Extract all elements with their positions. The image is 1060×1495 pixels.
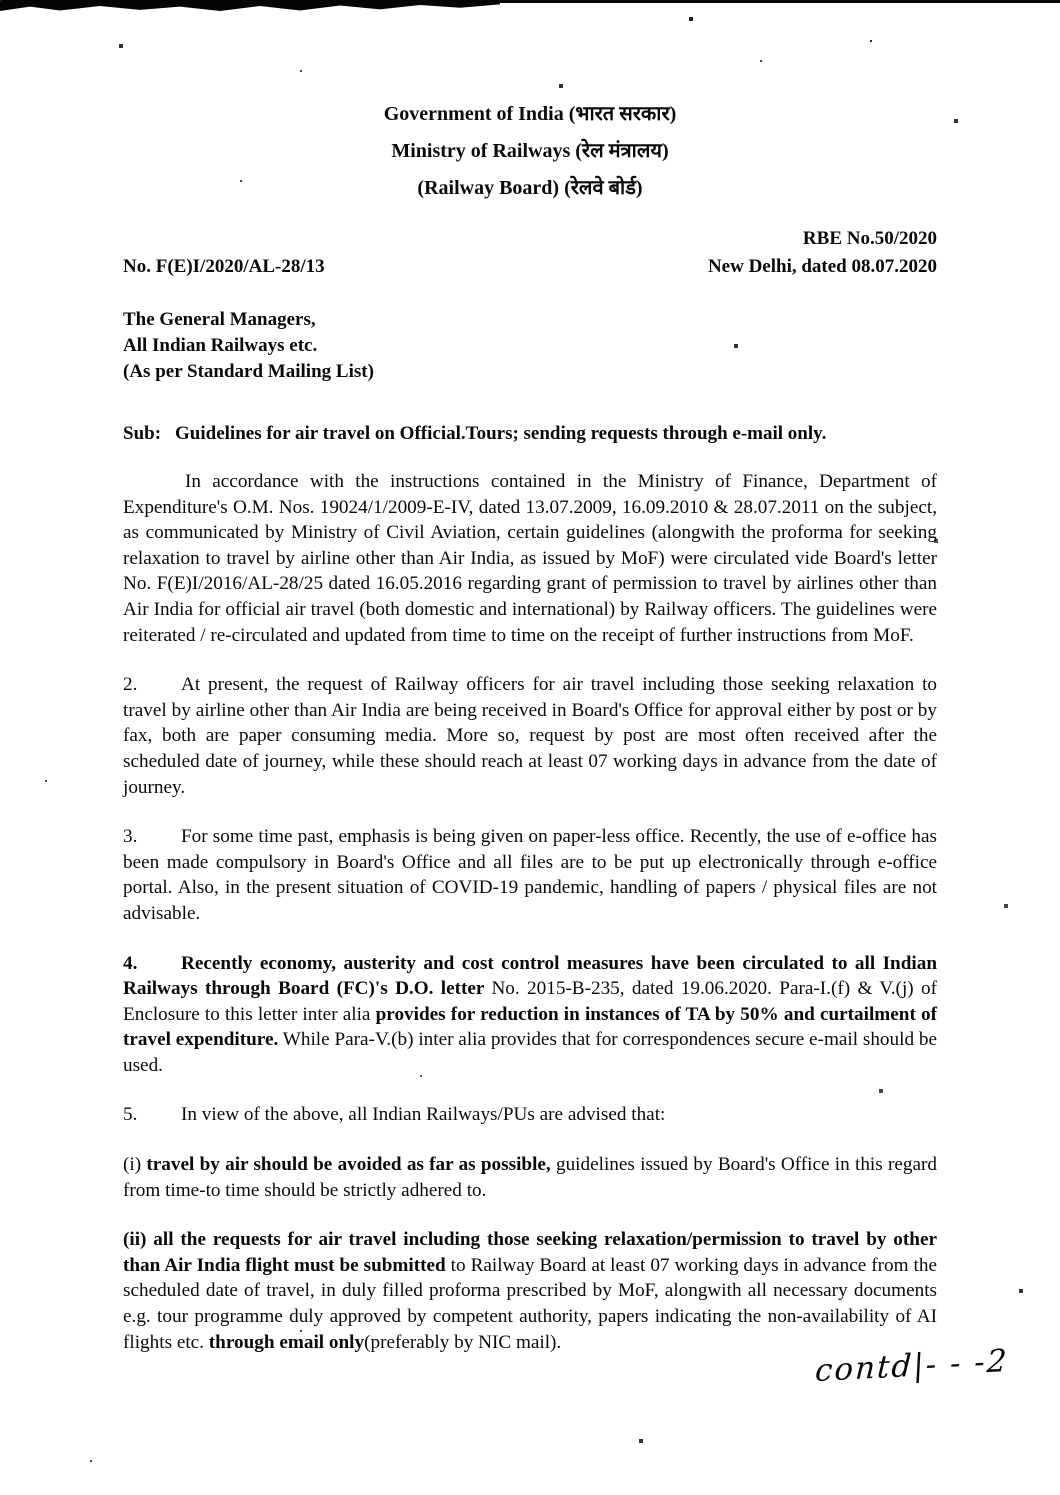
subject-label: Sub: <box>123 423 162 444</box>
item-ii-bold-1: (ii) all the requests for air travel including those seeking relaxation/permission to travel by other than Air India flight must be submitted <box>123 1229 937 1276</box>
reference-block <box>123 225 937 281</box>
paragraph-1-text: In accordance with the instructions contained in the Ministry of Finance, Department of Expenditure's O.M. Nos. 19024/1/2009-E-IV, dated 13.07.2009, 16.09.2010 & 28.07.2011 on the subject, as communicated by Ministry of Civil Aviation, certain guidelines (alongwith the proforma for seeking relaxation to travel by airline other than Air India, as issued by MoF) were circulated vide Board's letter No. F(E)I/2016/AL-28/25 dated 16.05.2016 regarding grant of permission to travel by airlines other than Air India for official air travel (both domestic and international) by Railway officers. The guidelines were reiterated / re-circulated and updated from time to time on the receipt of further instructions from MoF. <box>123 471 937 646</box>
paragraph-2 <box>123 672 937 800</box>
paragraph-1 <box>123 469 937 648</box>
letterhead-line-railway-board: (Railway Board) (रेलवे बोर्ड) <box>417 177 643 199</box>
paragraph-5 <box>123 1102 937 1128</box>
item-i-text: guidelines issued by Board's Office in this regard from time-to time should be strictly adhered to. <box>123 1154 937 1201</box>
subject-line <box>123 423 937 445</box>
paragraph-4 <box>123 951 937 1079</box>
addressee-line-3: (As per Standard Mailing List) <box>123 361 374 382</box>
subject-text: Guidelines for air travel on Official.Tours; sending requests through e-mail only. <box>175 423 827 444</box>
paragraph-4-bold-1: Recently economy, austerity and cost control measures have been circulated to all Indian Railways through Board (FC)'s D.O. letter <box>123 952 937 1000</box>
scan-artifact-band <box>0 0 500 11</box>
paragraph-4-bold-2: provides for reduction in instances of TA by 50% and curtailment of travel expenditure. <box>123 1003 938 1051</box>
item-ii-text-2: (preferably by NIC mail). <box>364 1331 562 1353</box>
letterhead-line-ministry: Ministry of Railways (रेल मंत्रालय) <box>391 140 669 162</box>
file-number: No. F(E)I/2020/AL-28/13 <box>123 256 325 277</box>
addressee-line-1: The General Managers, <box>123 309 316 330</box>
paragraph-2-text: At present, the request of Railway officers for air travel including those seeking relaxation to travel by airline other than Air India are being received in Board's Office for approval either by post or by fax, both are paper consuming media. More so, request by post are most often received after the scheduled date of journey, while these should reach at least 07 working days in advance from the date of journey. <box>123 674 937 798</box>
paragraph-5-text: In view of the above, all Indian Railways/PUs are advised that: <box>181 1104 666 1126</box>
paragraph-3 <box>123 824 937 926</box>
letterhead <box>123 96 937 207</box>
paragraph-3-number: 3. <box>123 826 138 848</box>
item-i-bold: travel by air should be avoided as far as possible, <box>146 1154 551 1176</box>
letterhead-line-government: Government of India (भारत सरकार) <box>383 103 677 125</box>
handwritten-contd-note: contd|- - -2 <box>814 1342 1010 1390</box>
item-i <box>123 1152 937 1203</box>
letter-content <box>123 96 937 1355</box>
place-and-date: New Delhi, dated 08.07.2020 <box>707 256 937 277</box>
file-number-date-row <box>123 253 937 281</box>
scan-artifact-specks <box>0 0 2 2</box>
item-ii-bold-2: through email only <box>208 1331 365 1353</box>
paragraph-4-text-1: No. 2015-B-235, dated 19.06.2020. Para-I.(f) & V.(j) of Enclosure to this letter inter alia <box>123 978 937 1025</box>
rbe-number: RBE No.50/2020 <box>802 228 937 249</box>
paragraph-2-number: 2. <box>123 674 138 696</box>
item-ii <box>123 1227 937 1355</box>
addressee-line-2: All Indian Railways etc. <box>123 335 318 356</box>
addressee-block <box>123 307 937 385</box>
paragraph-4-number: 4. <box>123 952 138 974</box>
paragraph-4-text-2: While Para-V.(b) inter alia provides that for correspondences secure e-mail should be used. <box>123 1029 937 1076</box>
item-ii-text-1: to Railway Board at least 07 working days in advance from the scheduled date of travel, in duly filled proforma prescribed by MoF, alongwith all necessary documents e.g. tour programme duly approved by competent authority, papers indicating the non-availability of AI flights etc. <box>123 1254 937 1353</box>
paragraph-3-text: For some time past, emphasis is being given on paper-less office. Recently, the use of e-office has been made compulsory in Board's Office and all files are to be put up electronically through e-office portal. Also, in the present situation of COVID-19 pandemic, handling of papers / physical files are not advisable. <box>123 826 937 924</box>
item-i-marker: (i) <box>123 1154 147 1176</box>
paragraph-5-number: 5. <box>123 1104 138 1126</box>
